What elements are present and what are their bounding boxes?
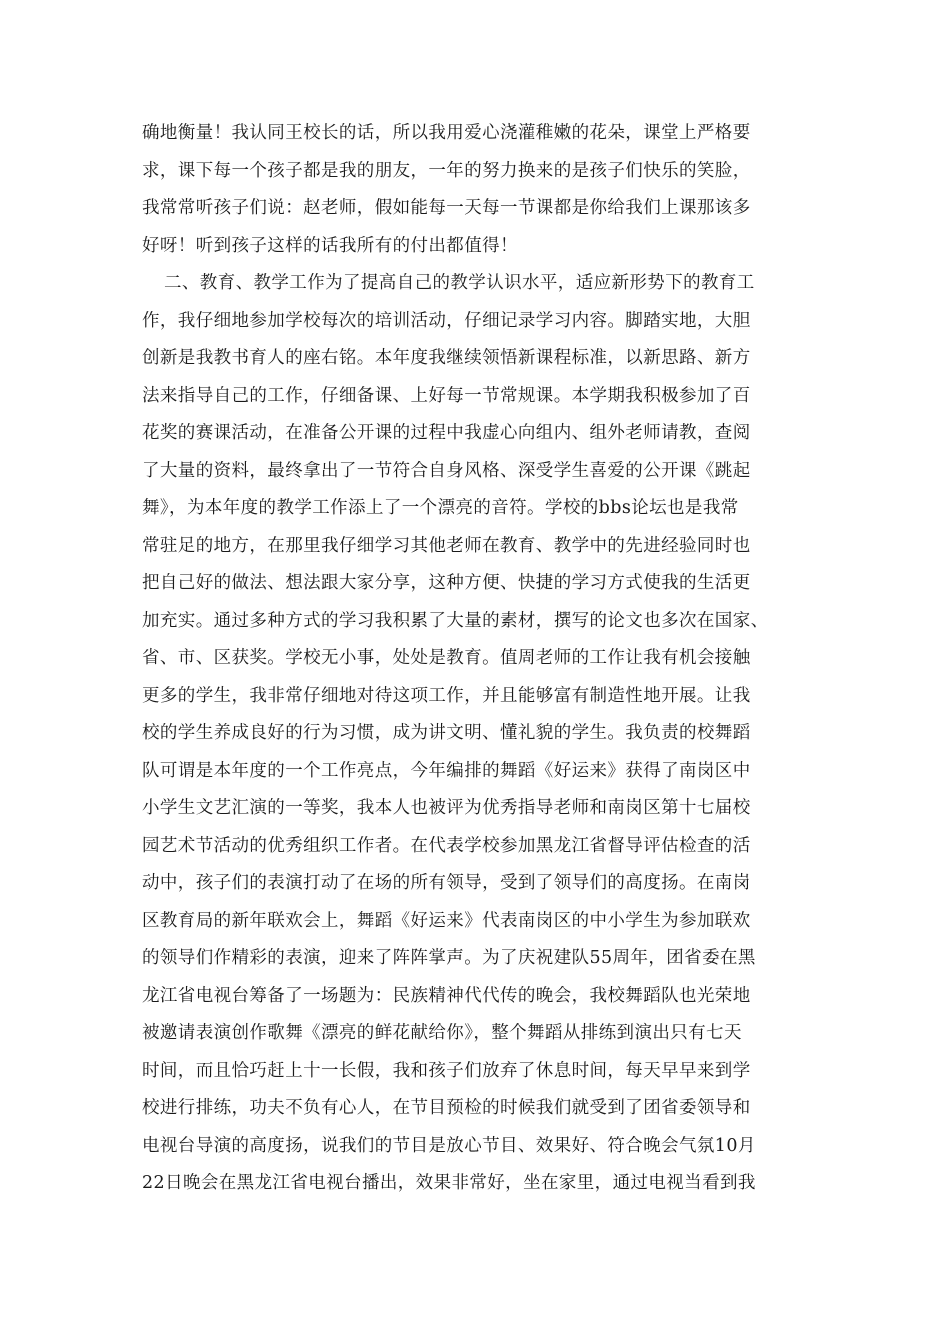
text-line: 作，我仔细地参加学校每次的培训活动，仔细记录学习内容。脚踏实地，大胆 bbox=[142, 310, 751, 331]
text-line: 龙江省电视台筹备了一场题为：民族精神代代传的晚会，我校舞蹈队也光荣地 bbox=[142, 985, 751, 1006]
text-line: 电视台导演的高度扬，说我们的节目是放心节目、效果好、符合晚会气氛10月 bbox=[142, 1135, 756, 1156]
text-line: 常驻足的地方，在那里我仔细学习其他老师在教育、教学中的先进经验同时也 bbox=[142, 535, 751, 556]
document-body bbox=[142, 115, 814, 1203]
text-line: 好呀！听到孩子这样的话我所有的付出都值得！ bbox=[142, 235, 518, 256]
text-line: 了大量的资料，最终拿出了一节符合自身风格、深受学生喜爱的公开课《跳起 bbox=[142, 460, 751, 481]
text-line: 园艺术节活动的优秀组织工作者。在代表学校参加黑龙江省督导评估检查的活 bbox=[142, 835, 751, 856]
text-line: 把自己好的做法、想法跟大家分享，这种方便、快捷的学习方式使我的生活更 bbox=[142, 573, 751, 593]
text-line: 动中，孩子们的表演打动了在场的所有领导，受到了领导们的高度扬。在南岗 bbox=[142, 873, 751, 893]
text-line: 舞》，为本年度的教学工作添上了一个漂亮的音符。学校的bbs论坛也是我常 bbox=[142, 498, 739, 518]
text-line: 22日晚会在黑龙江省电视台播出，效果非常好，坐在家里，通过电视当看到我 bbox=[142, 1173, 756, 1193]
text-line: 花奖的赛课活动，在准备公开课的过程中我虚心向组内、组外老师请教，查阅 bbox=[142, 423, 751, 443]
text-line: 时间，而且恰巧赶上十一长假，我和孩子们放弃了休息时间，每天早早来到学 bbox=[142, 1060, 751, 1081]
text-line: 更多的学生，我非常仔细地对待这项工作，并且能够富有制造性地开展。让我 bbox=[142, 685, 751, 706]
text-line: 法来指导自己的工作，仔细备课、上好每一节常规课。本学期我积极参加了百 bbox=[142, 385, 751, 406]
section-heading-line: 二、教育、教学工作为了提高自己的教学认识水平，适应新形势下的教育工 bbox=[164, 273, 755, 293]
text-line: 创新是我教书育人的座右铭。本年度我继续领悟新课程标准，以新思路、新方 bbox=[142, 348, 751, 368]
text-line: 队可谓是本年度的一个工作亮点，今年编排的舞蹈《好运来》获得了南岗区中 bbox=[142, 760, 751, 781]
text-line: 我常常听孩子们说：赵老师，假如能每一天每一节课都是你给我们上课那该多 bbox=[142, 198, 751, 218]
text-line: 求，课下每一个孩子都是我的朋友，一年的努力换来的是孩子们快乐的笑脸， bbox=[142, 160, 751, 181]
text-line: 校的学生养成良好的行为习惯，成为讲文明、懂礼貌的学生。我负责的校舞蹈 bbox=[142, 723, 751, 743]
text-line: 确地衡量！我认同王校长的话，所以我用爱心浇灌稚嫩的花朵，课堂上严格要 bbox=[142, 123, 751, 143]
text-line: 加充实。通过多种方式的学习我积累了大量的素材，撰写的论文也多次在国家、 bbox=[142, 610, 769, 631]
text-line: 区教育局的新年联欢会上，舞蹈《好运来》代表南岗区的中小学生为参加联欢 bbox=[142, 910, 751, 931]
text-line: 校进行排练，功夫不负有心人，在节目预检的时候我们就受到了团省委领导和 bbox=[142, 1098, 751, 1118]
text-line: 被邀请表演创作歌舞《漂亮的鲜花献给你》，整个舞蹈从排练到演出只有七天 bbox=[142, 1023, 742, 1043]
text-line: 省、市、区获奖。学校无小事，处处是教育。值周老师的工作让我有机会接触 bbox=[142, 648, 751, 668]
text-line: 小学生文艺汇演的一等奖，我本人也被评为优秀指导老师和南岗区第十七届校 bbox=[142, 798, 751, 818]
text-line: 的领导们作精彩的表演，迎来了阵阵掌声。为了庆祝建队55周年，团省委在黑 bbox=[142, 948, 756, 968]
